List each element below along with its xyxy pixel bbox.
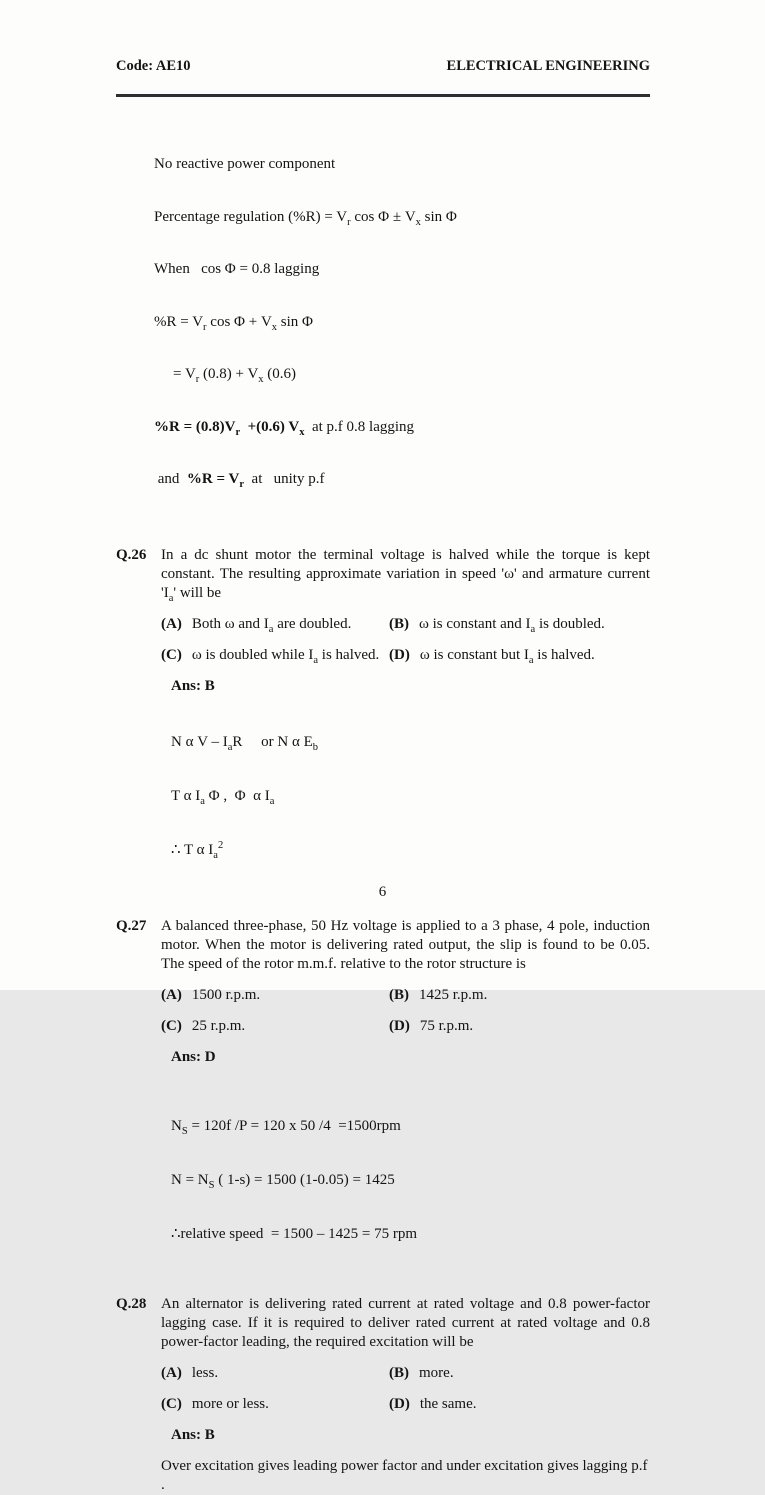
option-b-text: more.	[419, 1364, 454, 1381]
option-c-label: (C)	[161, 646, 182, 663]
question-27-number: Q.27	[116, 917, 147, 934]
question-26-option-c	[161, 646, 389, 665]
question-27-option-b	[389, 986, 650, 1005]
intro-line-7-bold: $\%R = V_r$	[186, 471, 245, 490]
intro-line-6	[154, 419, 650, 437]
header-code: Code: AE10	[116, 58, 191, 74]
header-title: ELECTRICAL ENGINEERING	[446, 58, 650, 74]
page-number: 6	[378, 884, 387, 900]
option-a-label: (A)	[161, 986, 182, 1003]
question-26-number: Q.26	[116, 546, 147, 563]
intro-line-7	[154, 471, 650, 489]
option-c-label: (C)	[161, 1395, 182, 1412]
option-d-label: (D)	[389, 1017, 410, 1034]
option-b-text: ω is constant and $I_a$ is doubled.	[419, 615, 605, 635]
intro-line-4: $\%R = V_r$ $\cos \Phi + V_x$ sin Φ	[154, 313, 314, 333]
solution-line: $N_S = 120f$ /P = 120 x 50 /4 =1500rpm	[171, 1117, 401, 1137]
question-28-text: An alternator is delivering rated current at rated voltage and 0.8 power-factor lagging case. If it is required to deliver rated current at rated voltage and 0.8 power-factor leading, the required excitation will be	[161, 1295, 650, 1350]
option-d-text: the same.	[419, 1395, 477, 1412]
question-27-option-c	[161, 1017, 389, 1036]
question-26-options	[161, 615, 650, 665]
option-c-label: (C)	[161, 1017, 182, 1034]
option-d-label: (D)	[389, 1395, 410, 1412]
solution-line: T α $I_a$ Φ , Φ α $I_a$	[171, 787, 275, 807]
option-d-text: ω is constant but $I_a$ is halved.	[419, 646, 595, 666]
intro-line-6-rest: at p.f 0.8 lagging	[304, 418, 415, 435]
option-d-text: 75 r.p.m.	[419, 1017, 474, 1034]
intro-line-3: When cos Φ = 0.8 lagging	[154, 261, 320, 277]
question-26-option-d	[389, 646, 650, 665]
option-d-label: (D)	[389, 646, 410, 663]
question-26-text: In a dc shunt motor the terminal voltage is halved while the torque is kept constant. The resulting approximate variation in speed 'ω' and armature current '$I_a$' will be	[161, 546, 650, 604]
option-a-label: (A)	[161, 615, 182, 632]
solution-line: ∴relative speed = 1500 – 1425 = 75 rpm	[171, 1225, 417, 1242]
intro-line-5: = $V_r$ $(0.8) + V_x$ (0.6)	[173, 366, 297, 385]
question-28	[116, 1295, 650, 1495]
solution-line: $N = N_S$ ( 1-s) = 1500 (1-0.05) = 1425	[171, 1171, 395, 1191]
option-a-text: less.	[191, 1364, 219, 1381]
option-b-label: (B)	[389, 615, 409, 632]
question-26-answer: Ans: B	[171, 677, 215, 694]
option-a-text: Both ω and $I_a$ are doubled.	[191, 615, 352, 635]
question-27-text: A balanced three-phase, 50 Hz voltage is applied to a 3 phase, 4 pole, induction motor. When the motor is delivering rated output, the slip is found to be 0.05. The speed of the rotor m.m.f. relative to the rotor structure is	[161, 917, 650, 972]
question-26-option-a	[161, 615, 389, 634]
intro-line-7-rest: at unity p.f	[244, 471, 325, 487]
question-27-options	[161, 986, 650, 1036]
intro-solution-block	[154, 121, 650, 524]
option-b-label: (B)	[389, 986, 409, 1003]
question-28-option-c	[161, 1395, 389, 1414]
option-c-text: more or less.	[191, 1395, 269, 1412]
intro-line-6-bold: $\%R = (0.8)V_r +(0.6)$ $V_x$	[154, 418, 305, 438]
question-28-explanation: Over excitation gives leading power factor and under excitation gives lagging p.f .	[161, 1457, 648, 1493]
question-28-options	[161, 1364, 650, 1414]
question-28-option-a	[161, 1364, 389, 1383]
question-27-head	[116, 917, 650, 974]
option-c-text: 25 r.p.m.	[191, 1017, 246, 1034]
question-28-option-d	[389, 1395, 650, 1414]
question-27-option-a	[161, 986, 389, 1005]
question-27-answer: Ans: D	[171, 1048, 216, 1065]
question-26-option-b	[389, 615, 650, 634]
question-26-solution	[171, 697, 650, 895]
question-28-option-b	[389, 1364, 650, 1383]
header-rule	[116, 94, 650, 97]
solution-line: N α V – $I_aR$ or N α $E_b$	[171, 733, 319, 753]
question-28-number: Q.28	[116, 1295, 147, 1312]
page-header	[116, 58, 650, 74]
solution-line: ∴ T α $I_a^2$	[171, 839, 224, 861]
option-b-label: (B)	[389, 1364, 409, 1381]
question-27-solution	[171, 1081, 650, 1279]
option-c-text: ω is doubled while $I_a$ is halved.	[191, 646, 380, 666]
question-27-option-d	[389, 1017, 650, 1036]
question-27	[116, 917, 650, 1279]
question-28-answer: Ans: B	[171, 1426, 215, 1443]
option-a-text: 1500 r.p.m.	[191, 986, 261, 1003]
question-26	[116, 546, 650, 895]
question-26-head	[116, 546, 650, 603]
intro-line-7-pre: and	[154, 471, 187, 487]
intro-line-2: Percentage regulation $(\%R) = V_r$ $\cos \Phi \pm V_x$ sin Φ	[154, 208, 457, 228]
option-a-label: (A)	[161, 1364, 182, 1381]
option-b-text: 1425 r.p.m.	[419, 986, 488, 1003]
intro-line-1: No reactive power component	[154, 156, 336, 172]
question-28-head	[116, 1295, 650, 1352]
